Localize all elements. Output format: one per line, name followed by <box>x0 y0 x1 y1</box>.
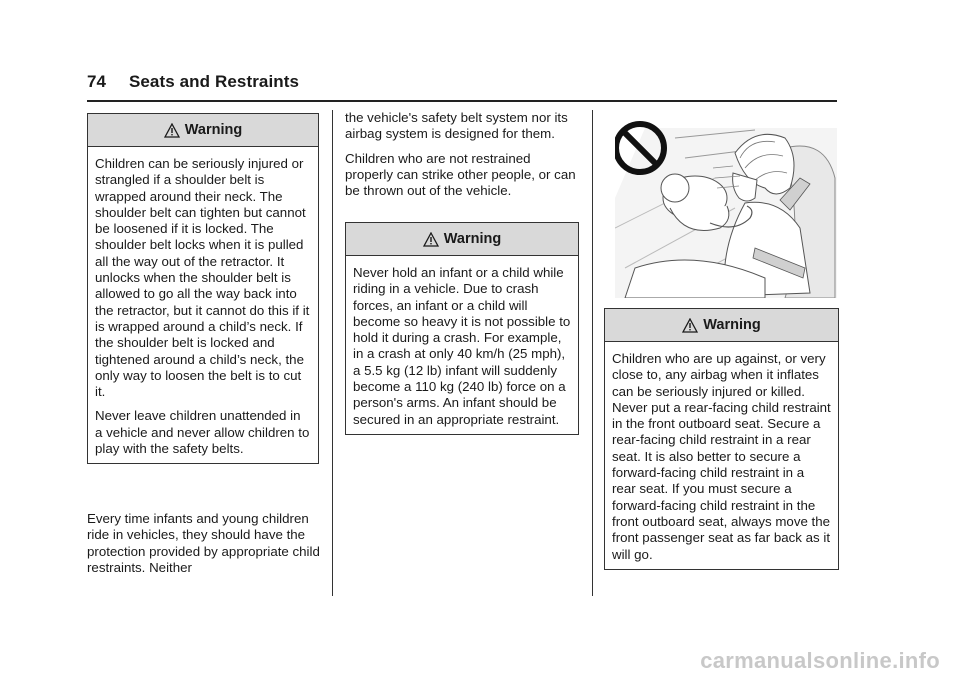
page-number: 74 <box>87 72 107 91</box>
warning-triangle-icon <box>423 232 439 247</box>
warning-box-airbag <box>604 308 839 570</box>
warning-body <box>605 342 838 569</box>
body-paragraph: Every time infants and young children ride in vehicles, they should have the protection provided by appropriate child restraints. Neither <box>87 511 320 575</box>
warning-body <box>88 147 318 463</box>
middle-body-text <box>345 110 577 199</box>
left-body-text <box>87 511 323 576</box>
prohibited-holding-infant-illustration <box>615 118 837 298</box>
warning-paragraph-2: Never leave children unattended in a vehicle and never allow children to play with the safety belts. <box>95 408 310 457</box>
warning-header <box>346 223 578 256</box>
warning-paragraph: Never hold an infant or a child while riding in a vehicle. Due to crash forces, an infant or a child will become so heavy it is not possible to hold it during a crash. For example, in a crash at only 40 km/h (25 mph), a 5.5 kg (12 lb) infant will suddenly become a 110 kg (240 lb) force on a person's arms. An infant should be secured in an appropriate restraint. <box>353 265 571 427</box>
column-divider-right <box>592 110 593 596</box>
warning-box-holding-infant <box>345 222 579 435</box>
section-title: Seats and Restraints <box>128 72 300 91</box>
warning-title: Warning <box>184 122 243 138</box>
warning-title: Warning <box>703 317 761 333</box>
warning-paragraph: Children who are up against, or very close to, any airbag when it inflates can be seriously injured or killed. Never put a rear-facing child restraint in the front outboard seat. Secure a rear-facing child restraint in a rear seat. It is also better to secure a forward-facing child restraint in a rear seat. If you must secure a forward-facing child restraint in the front outboard seat, always move the front passenger seat as far back as it will go. <box>612 351 831 562</box>
column-divider-left <box>332 110 333 596</box>
warning-title: Warning <box>443 231 502 247</box>
warning-header <box>88 114 318 147</box>
warning-triangle-icon <box>164 123 180 138</box>
body-paragraph-2: Children who are not restrained properly can strike other people, or can be thrown out of the vehicle. <box>345 150 576 199</box>
warning-header <box>605 309 838 342</box>
warning-body <box>346 256 578 434</box>
watermark: carmanualsonline.info <box>700 648 940 673</box>
header-divider <box>87 100 837 102</box>
body-paragraph-1: the vehicle's safety belt system nor its airbag system is designed for them. <box>345 110 568 142</box>
warning-triangle-icon <box>682 318 698 333</box>
warning-box-strangulation <box>87 113 319 464</box>
page-header <box>87 72 299 92</box>
warning-paragraph-1: Children can be seriously injured or strangled if a shoulder belt is wrapped around their neck. The shoulder belt can tighten but cannot be loosened if it is locked. The shoulder belt locks when it is pulled all the way out of the retractor. It unlocks when the shoulder belt is allowed to go all the way back into the retractor, but it cannot do this if it is wrapped around a child’s neck. If the shoulder belt is locked and tightened around a child’s neck, the only way to loosen the belt is to cut it. <box>95 156 310 400</box>
